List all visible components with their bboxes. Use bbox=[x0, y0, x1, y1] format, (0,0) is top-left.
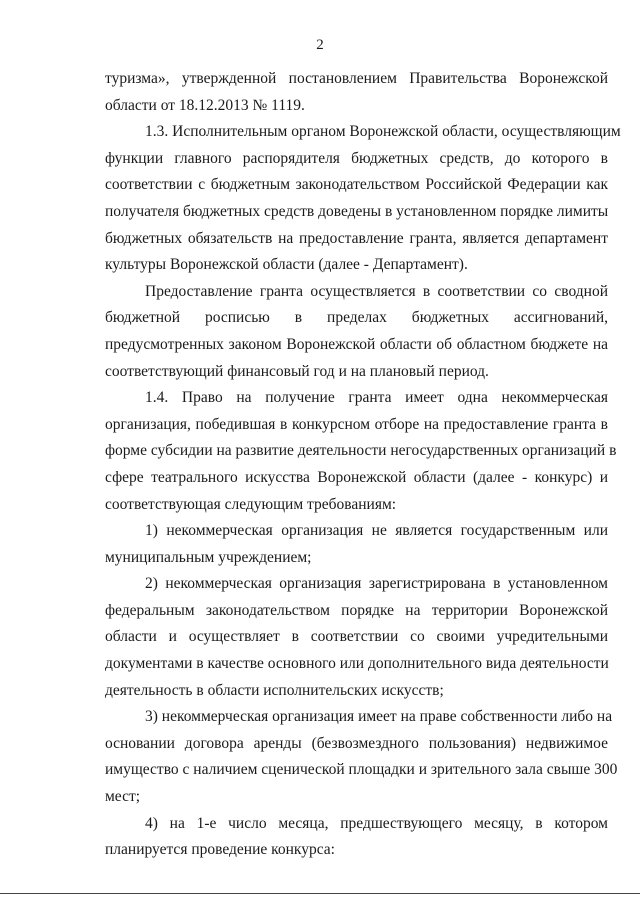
text-line: предусмотренных законом Воронежской области об областном бюджете на bbox=[105, 335, 608, 353]
text-line: культуры Воронежской области (далее - Департамент). bbox=[105, 256, 468, 274]
text-line: организация, победившая в конкурсном отборе на предоставление гранта в bbox=[105, 415, 608, 433]
text-line: Предоставление гранта осуществляется в соответствии со сводной bbox=[145, 282, 608, 300]
document-body bbox=[105, 66, 621, 864]
text-line: документами в качестве основного или дополнительного вида деятельности bbox=[105, 655, 609, 673]
text-line: форме субсидии на развитие деятельности негосударственных организаций в bbox=[105, 442, 617, 460]
text-line: бюджетных обязательств на предоставление гранта, является департамент bbox=[105, 229, 608, 247]
text-line: 1.4. Право на получение гранта имеет одна некоммерческая bbox=[145, 389, 608, 407]
text-line: мест; bbox=[105, 788, 141, 806]
text-line: области от 18.12.2013 № 1119. bbox=[105, 96, 305, 114]
text-line: основании договора аренды (безвозмездного пользования) недвижимое bbox=[105, 734, 608, 752]
text-line: 1) некоммерческая организация не является государственным или bbox=[145, 522, 608, 540]
text-line: муниципальным учреждением; bbox=[105, 548, 312, 566]
page-number: 2 bbox=[316, 37, 324, 53]
text-line: планируется проведение конкурса: bbox=[105, 841, 335, 859]
text-line: сфере театрального искусства Воронежской области (далее - конкурс) и bbox=[105, 468, 608, 486]
text-line: 1.3. Исполнительным органом Воронежской области, осуществляющим bbox=[145, 123, 621, 141]
text-line: соответствующая следующим требованиям: bbox=[105, 495, 397, 513]
text-line: 4) на 1-е число месяца, предшествующего месяцу, в котором bbox=[145, 814, 608, 832]
text-line: деятельность в области исполнительских искусств; bbox=[105, 681, 444, 699]
text-line: туризма», утвержденной постановлением Правительства Воронежской bbox=[105, 70, 608, 87]
page-bottom-rule bbox=[0, 893, 640, 894]
text-line: федеральным законодательством порядке на территории Воронежской bbox=[105, 601, 608, 619]
text-line: бюджетной росписью в пределах бюджетных ассигнований, bbox=[105, 309, 608, 327]
text-line: соответствии с бюджетным законодательством Российской Федерации как bbox=[105, 176, 608, 194]
text-line: соответствующий финансовый год и на плановый период. bbox=[105, 362, 489, 380]
text-line: имущество с наличием сценической площадки и зрительного зала свыше 300 bbox=[105, 761, 618, 779]
text-line: 2) некоммерческая организация зарегистрирована в установленном bbox=[145, 575, 608, 593]
text-line: области и осуществляет в соответствии со своими учредительными bbox=[105, 628, 608, 646]
text-line: получателя бюджетных средств доведены в установленном порядке лимиты bbox=[105, 202, 609, 220]
text-line: функции главного распорядителя бюджетных средств, до которого в bbox=[105, 149, 608, 167]
text-line: 3) некоммерческая организация имеет на праве собственности либо на bbox=[145, 708, 613, 726]
